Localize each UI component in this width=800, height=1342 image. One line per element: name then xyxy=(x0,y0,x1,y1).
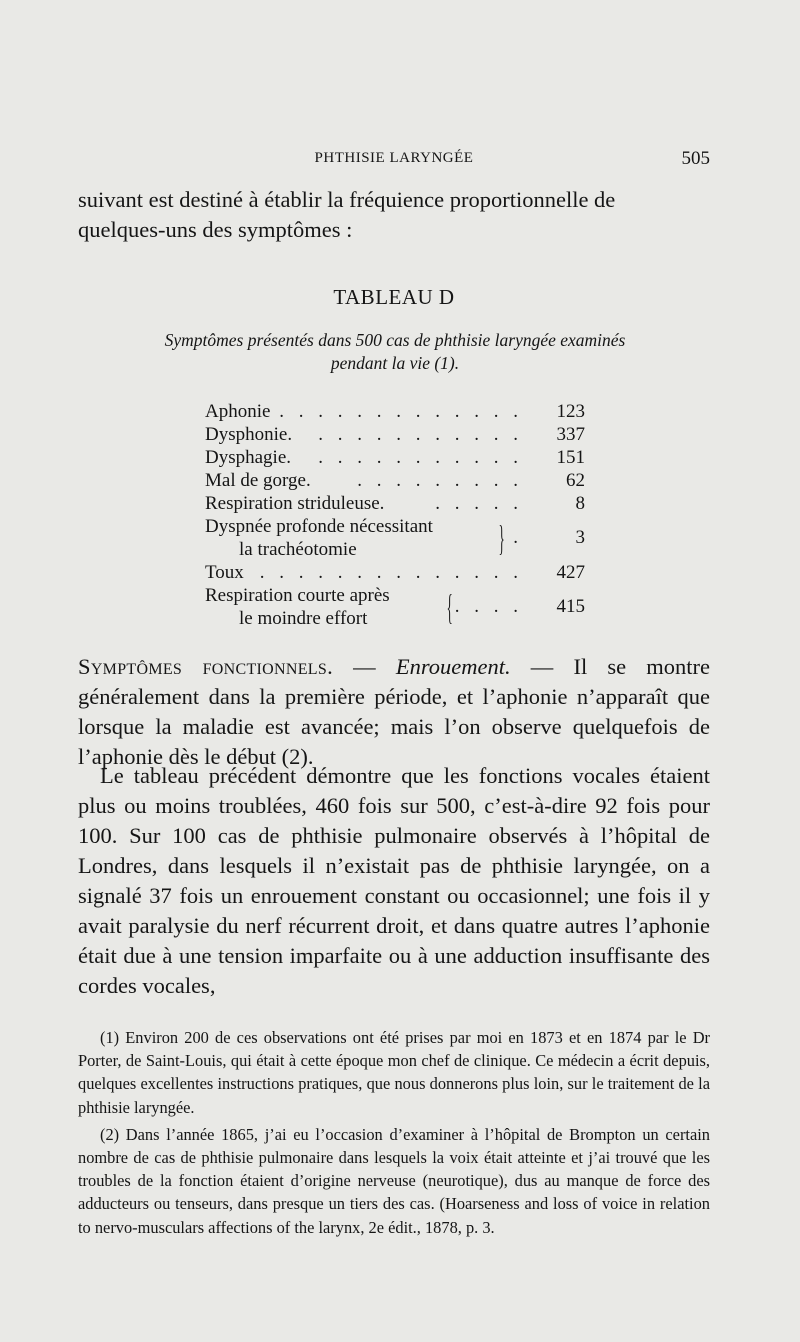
table-row xyxy=(205,423,585,446)
row-value: 123 xyxy=(556,401,585,422)
leader-dots: . . . . . . . . . . . . . . xyxy=(259,562,523,583)
row-value: 62 xyxy=(566,470,585,491)
leader-dots: . . . . . . . . . . . xyxy=(318,424,523,445)
row-label: Mal de gorge. xyxy=(205,470,311,491)
intro-paragraph xyxy=(78,185,710,245)
tableau-title: TABLEAU D xyxy=(333,285,455,309)
footnote-2: (2) Dans l’année 1865, j’ai eu l’occasion d’examiner à l’hôpital de Brompton un certain nombre de cas de phthisie pulmonaire dans lesquels la voix était atteinte et j’ai trouvé que les troubles de la fonction étaient d’origine nerveuse (neurotique), dus au manque de force des adducteurs ou tenseurs, dans presque un tiers des cas. (Hoarseness and loss of voice in relation to nervo-musculars affections of the larynx, 2e édit., 1878, p. 3. xyxy=(78,1124,710,1237)
leader-dots: . . . . . . . . . . . xyxy=(318,447,523,468)
intro-line-2: quelques-uns des symptômes : xyxy=(78,217,353,242)
row-label-continued: la trachéotomie xyxy=(239,539,357,560)
brace-mark: { xyxy=(446,587,453,627)
row-value: 337 xyxy=(556,424,585,445)
row-label: Dysphonie. xyxy=(205,424,293,445)
row-label: Aphonie xyxy=(205,401,271,422)
tableau-caption-line-2: pendant la vie (1). xyxy=(330,353,460,373)
row-value: 3 xyxy=(575,527,585,548)
running-title: PHTHISIE LARYNGÉE xyxy=(314,150,474,166)
subsection-heading: Enrouement. xyxy=(395,654,511,679)
intro-line-1: suivant est destiné à établir la fréquience proportionnelle de xyxy=(78,187,616,212)
symptomes-paragraph xyxy=(78,652,710,772)
leader-dots: . . . . . xyxy=(435,493,523,514)
table-row xyxy=(205,400,585,423)
heading-dash: — xyxy=(333,654,396,679)
table-row xyxy=(205,584,585,630)
leader-dots: . xyxy=(513,527,523,548)
page-number: 505 xyxy=(681,148,710,169)
brace-mark: } xyxy=(498,518,505,558)
row-label: Dyspnée profonde nécessitant xyxy=(205,516,433,537)
footnote-1: (1) Environ 200 de ces observations ont été prises par moi en 1873 et en 1874 par le Dr Porter, de Saint-Louis, qui était à cette époque mon chef de clinique. Ce médecin a écrit depuis, quelques excellentes instructions pratiques, que nous donnerons plus loin, sur le traitement de la phthisie laryngée. xyxy=(78,1028,710,1117)
row-label-continued: le moindre effort xyxy=(239,608,368,629)
tableau-caption-line-1: Symptômes présentés dans 500 cas de phthisie laryngée examinés xyxy=(164,330,626,350)
row-label: Respiration striduleuse. xyxy=(205,493,385,514)
row-label: Dysphagie. xyxy=(205,447,292,468)
leader-dots: . . . . . . . . . . . . . xyxy=(279,401,523,422)
footnotes xyxy=(78,1026,710,1243)
row-label: Toux xyxy=(205,562,244,583)
symptomes-text: — Il se montre généralement dans la première période, et l’aphonie n’apparaît que lorsque la maladie est avancée; mais l’on observe quelquefois de l’aphonie dès le début (2). xyxy=(78,654,711,769)
symptom-table xyxy=(205,400,585,630)
section-heading: Symptômes fonctionnels. xyxy=(78,654,334,679)
row-label: Respiration courte après xyxy=(205,585,390,606)
table-row xyxy=(205,561,585,584)
row-value: 415 xyxy=(556,596,585,617)
row-value: 151 xyxy=(556,447,585,468)
table-row xyxy=(205,446,585,469)
table-row xyxy=(205,492,585,515)
table-row xyxy=(205,515,585,561)
leader-dots: . . . . xyxy=(454,596,523,617)
row-value: 8 xyxy=(575,493,585,514)
leader-dots: . . . . . . . . . xyxy=(357,470,523,491)
tableau-caption xyxy=(90,329,700,375)
body-paragraph: Le tableau précédent démontre que les fonctions vocales étaient plus ou moins troublées, 460 fois sur 500, c’est-à-dire 92 fois pour 100. Sur 100 cas de phthisie pulmonaire observés à l’hôpital de Londres, dans lesquels il n’existait pas de phthisie laryngée, on a signalé 37 fois un enrouement constant ou occasionnel; une fois il y avait paralysie du nerf récurrent droit, et dans quatre autres l’aphonie était due à une tension imparfaite ou à une adduction insuffisante des cordes vocales, xyxy=(78,763,710,998)
row-value: 427 xyxy=(556,562,585,583)
table-row xyxy=(205,469,585,492)
running-head xyxy=(78,146,710,172)
